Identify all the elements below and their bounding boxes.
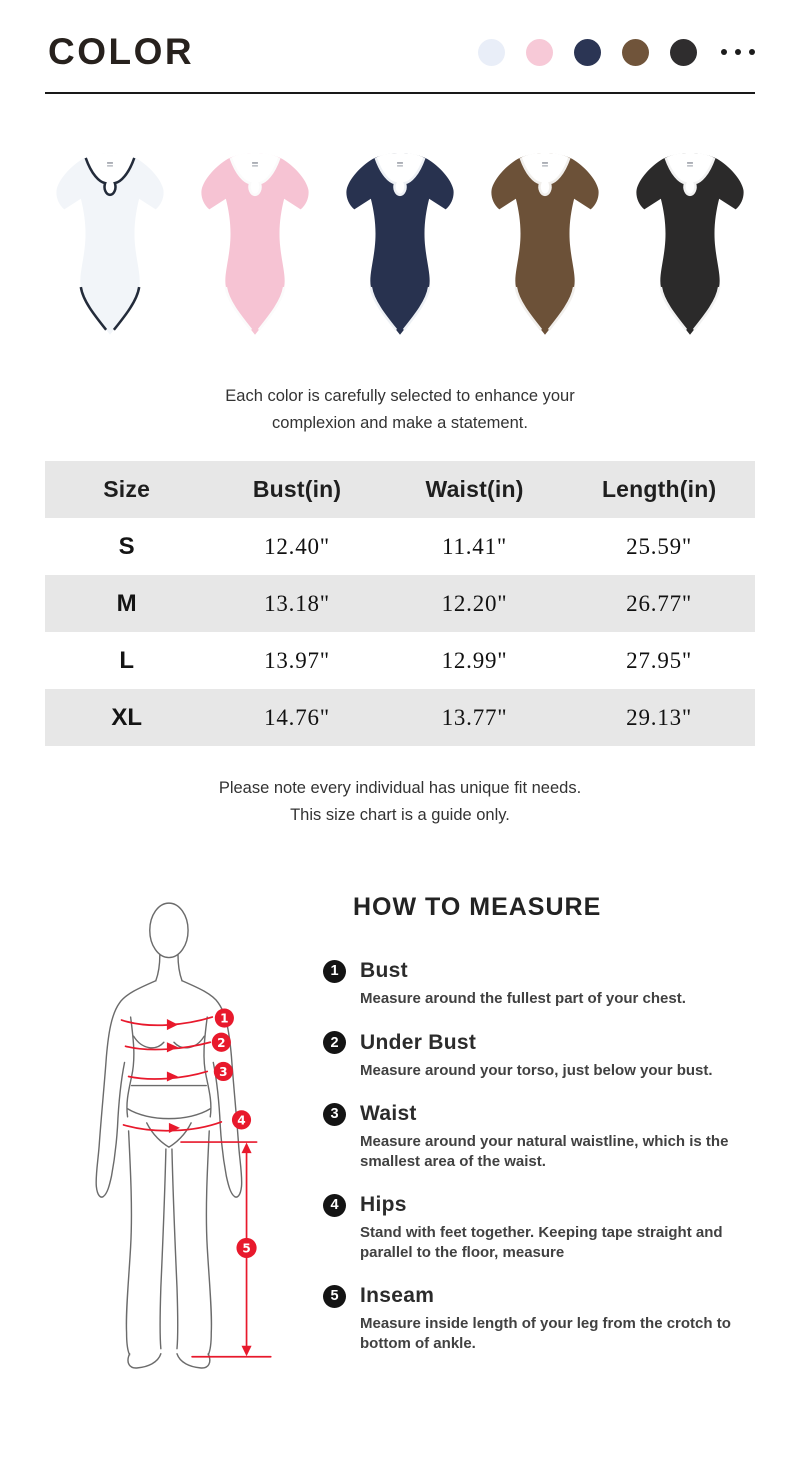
step-number-badge: 1 (323, 960, 346, 983)
bodysuit-image-brown (477, 142, 613, 337)
color-caption-line2: complexion and make a statement. (272, 414, 528, 432)
measure-step-inseam (323, 1284, 732, 1353)
step-label: Hips (360, 1193, 407, 1216)
step-label: Inseam (360, 1284, 435, 1307)
color-swatch-brown[interactable] (622, 39, 649, 66)
svg-text:2: 2 (217, 1035, 226, 1050)
neck-tag (540, 160, 550, 170)
bust-value: 12.40" (264, 533, 331, 559)
measure-step-list (323, 959, 732, 1353)
header-divider (45, 92, 755, 94)
step-description: Measure inside length of your leg from the crotch to bottom of ankle. (360, 1315, 731, 1352)
bodysuit-image-row (40, 142, 760, 337)
bust-value: 13.18" (264, 590, 331, 616)
step-label: Bust (360, 959, 408, 982)
svg-text:1: 1 (220, 1011, 229, 1026)
neck-tag (250, 160, 260, 170)
waist-value: 12.20" (441, 590, 508, 616)
how-to-measure-section (73, 889, 755, 1383)
step-label: Under Bust (360, 1030, 477, 1054)
table-row-l (45, 632, 755, 689)
color-caption-line1: Each color is carefully selected to enhance your (225, 387, 575, 405)
column-header-length: Length(in) (601, 476, 717, 502)
waist-value: 13.77" (441, 704, 508, 730)
step-number-badge: 5 (323, 1285, 346, 1308)
bodysuit-image-white (42, 142, 178, 337)
neck-tag (105, 160, 115, 170)
size-chart-table (45, 461, 755, 746)
size-value: M (116, 589, 137, 617)
length-value: 29.13" (626, 704, 693, 730)
column-header-bust: Bust(in) (252, 476, 342, 502)
size-chart-header-row (45, 461, 755, 518)
color-swatch-navy[interactable] (574, 39, 601, 66)
size-note (0, 775, 800, 829)
color-swatch-white[interactable] (478, 39, 505, 66)
bust-value: 14.76" (264, 704, 331, 730)
column-header-size: Size (103, 476, 151, 502)
step-description: Stand with feet together. Keeping tape straight and parallel to the floor, measure (360, 1224, 723, 1261)
table-row-xl (45, 689, 755, 746)
column-header-waist: Waist(in) (425, 476, 524, 502)
measurement-arrows (167, 1019, 252, 1356)
bodysuit-image-pink (187, 142, 323, 337)
step-description: Measure around your torso, just below your bust. (360, 1061, 713, 1079)
bust-value: 13.97" (264, 647, 331, 673)
length-value: 27.95" (626, 647, 693, 673)
step-description: Measure around your natural waistline, which is the smallest area of the waist. (360, 1133, 729, 1170)
step-description: Measure around the fullest part of your chest. (360, 990, 686, 1007)
measure-step-under-bust (323, 1031, 732, 1081)
measure-step-hips (323, 1193, 732, 1262)
measure-step-bust (323, 959, 732, 1009)
color-header (0, 0, 800, 74)
length-value: 25.59" (626, 533, 693, 559)
color-swatch-pink[interactable] (526, 39, 553, 66)
size-note-line2: This size chart is a guide only. (290, 806, 510, 824)
table-row-m (45, 575, 755, 632)
svg-text:3: 3 (219, 1065, 228, 1080)
waist-value: 11.41" (442, 533, 508, 559)
step-number-badge: 4 (323, 1194, 346, 1217)
color-swatch-black[interactable] (670, 39, 697, 66)
size-value: L (119, 646, 134, 674)
step-number-badge: 3 (323, 1103, 346, 1126)
svg-text:5: 5 (242, 1241, 251, 1256)
length-value: 26.77" (626, 590, 693, 616)
size-value: XL (111, 703, 142, 731)
measurement-lines (122, 1017, 271, 1357)
body-outline (96, 903, 242, 1368)
how-to-measure-title: HOW TO MEASURE (353, 893, 602, 921)
neck-tag (395, 160, 405, 170)
size-chart (45, 461, 755, 746)
measurement-figure-diagram (73, 889, 285, 1383)
color-caption (0, 383, 800, 437)
color-swatch-row (478, 39, 755, 66)
more-colors-ellipsis-icon[interactable] (721, 49, 755, 55)
bodysuit-image-navy (332, 142, 468, 337)
measure-step-waist (323, 1102, 732, 1171)
page-title: COLOR (48, 31, 195, 72)
step-number-badge: 2 (323, 1031, 346, 1054)
neck-tag (685, 160, 695, 170)
bodysuit-image-black (622, 142, 758, 337)
measure-instructions (323, 889, 732, 1375)
step-label: Waist (360, 1102, 417, 1125)
table-row-s (45, 518, 755, 575)
size-value: S (118, 532, 135, 560)
waist-value: 12.99" (441, 647, 508, 673)
size-note-line1: Please note every individual has unique fit needs. (218, 779, 582, 797)
svg-text:4: 4 (237, 1113, 246, 1128)
